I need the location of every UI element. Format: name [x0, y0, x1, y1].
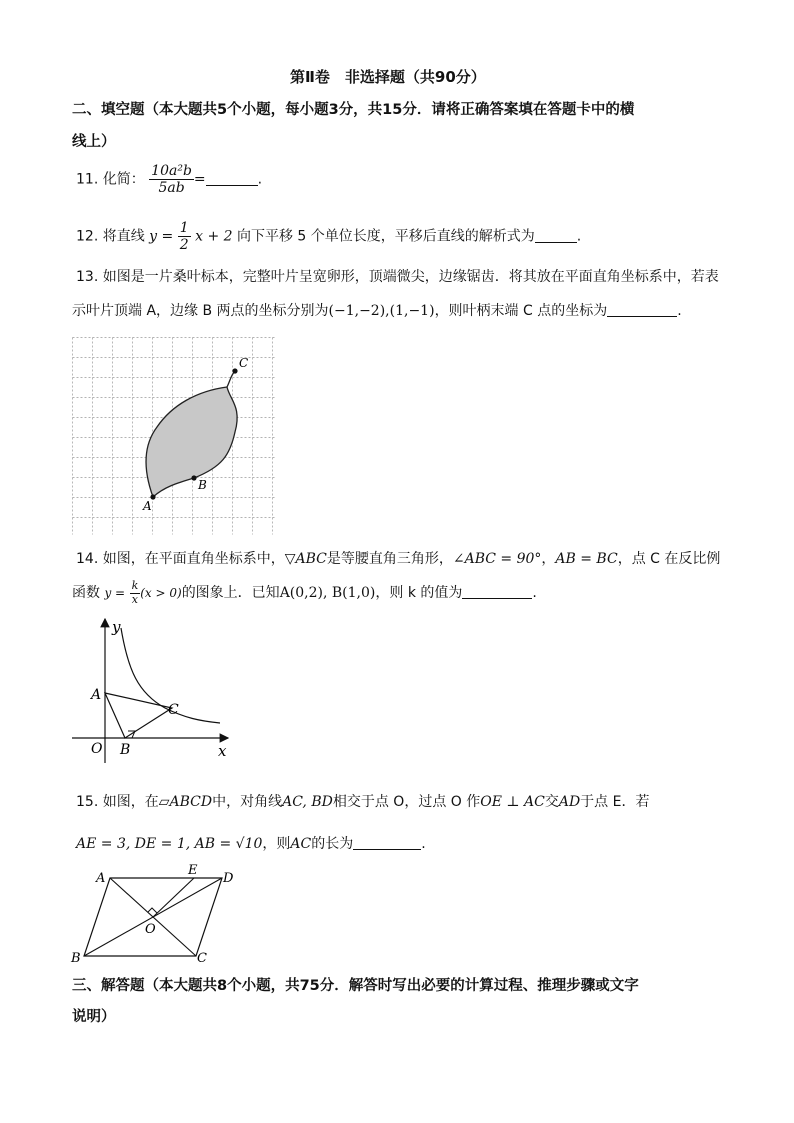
part-title: 第Ⅱ卷 非选择题（共90分）: [290, 68, 486, 86]
question-number: 14.: [76, 551, 99, 567]
leaf-shape: [146, 387, 237, 497]
label-a: A: [91, 687, 102, 703]
question-15-line2: [76, 833, 426, 853]
parallelogram-figure: [68, 860, 248, 968]
section-3-header-line1: 三、解答题（本大题共8个小题，共75分．解答时写出必要的计算过程、推理步骤或文字: [72, 978, 639, 994]
ab-bc-expr: AB = BC: [555, 551, 618, 567]
question-text-pre: 将直线: [102, 228, 145, 245]
answer-blank[interactable]: [462, 584, 532, 599]
given-values: AE = 3, DE = 1, AB = √10: [76, 836, 263, 852]
triangle-abc: [105, 693, 172, 738]
question-14-line2: [72, 580, 537, 606]
point-b-dot: [191, 475, 196, 480]
question-text: 如图，在: [102, 794, 159, 810]
question-text: 的长为: [311, 836, 354, 852]
section-3-header-line2: 说明）: [72, 1009, 116, 1025]
separator: ，: [541, 551, 556, 567]
perpendicular-expr: OE ⊥ AC: [480, 794, 545, 810]
period: .: [576, 228, 582, 245]
math-x-part: x + 2: [195, 228, 233, 245]
question-13-line2: [72, 300, 682, 320]
label-a: A: [143, 499, 152, 513]
fraction-denominator: 5ab: [158, 180, 185, 197]
label-c: C: [168, 702, 179, 718]
question-text: 的图象上．已知: [181, 585, 280, 602]
right-angle-mark: [148, 908, 157, 913]
question-13-line1: [76, 266, 719, 286]
question-15-line1: [76, 791, 649, 811]
math-y-eq: y =: [149, 228, 174, 245]
label-b: B: [71, 951, 81, 966]
answer-blank[interactable]: [607, 302, 677, 317]
angle-expr: ∠ABC = 90°: [452, 551, 542, 567]
label-x: x: [218, 742, 227, 760]
given-points: A(0,2), B(1,0): [279, 585, 376, 602]
question-text: ，则 k 的值为: [375, 585, 463, 602]
triangle-symbol: ▽ABC: [284, 551, 327, 567]
leaf-grid-figure: [72, 337, 276, 535]
hyperbola-triangle-figure: [70, 615, 235, 765]
segment-ad: AD: [558, 794, 581, 810]
coordinates: (−1,−2),(1,−1): [328, 303, 435, 319]
period: .: [421, 836, 426, 852]
question-text: ，则: [262, 836, 291, 852]
domain-condition: (x > 0): [140, 586, 182, 601]
label-c: C: [239, 356, 249, 370]
fraction: [178, 220, 191, 253]
period: .: [257, 171, 263, 188]
fraction: [130, 580, 141, 606]
parallelogram-symbol: ▱ABCD: [158, 794, 213, 810]
label-b: B: [120, 742, 131, 758]
section-2-header-line1: 二、填空题（本大题共5个小题，每小题3分，共15分．请将正确答案填在答题卡中的横: [72, 102, 635, 118]
question-text: 如图是一片桑叶标本，完整叶片呈宽卵形，顶端微尖，边缘锯齿．将其放在平面直角坐标系中，若表: [102, 269, 719, 285]
label-a: A: [96, 871, 106, 886]
fraction-numerator: 1: [179, 220, 189, 236]
fraction-numerator: 10a²b: [151, 163, 192, 179]
question-text: 于点 E．若: [580, 794, 650, 810]
label-o: O: [91, 741, 103, 757]
question-number: 13.: [76, 269, 99, 285]
question-text: ，则叶柄末端 C 点的坐标为: [434, 303, 608, 319]
leaf-stem: [227, 371, 235, 387]
label-e: E: [188, 863, 198, 878]
fraction: [149, 163, 194, 196]
question-text: 示叶片顶端 A，边缘 B 两点的坐标分别为: [72, 303, 329, 319]
fraction-denominator: 2: [179, 237, 189, 254]
answer-blank[interactable]: [206, 171, 258, 186]
question-text: 如图，在平面直角坐标系中，: [102, 551, 285, 567]
question-text: ，点 C 在反比例: [617, 551, 721, 567]
fraction-numerator: k: [131, 579, 139, 592]
answer-blank[interactable]: [353, 835, 421, 850]
diagonals: AC, BD: [282, 794, 333, 810]
label-y: y: [112, 618, 121, 636]
question-text: 函数: [72, 585, 100, 602]
question-number: 12.: [76, 228, 99, 245]
fraction-denominator: x: [131, 592, 138, 606]
question-text: 是等腰直角三角形，: [326, 551, 453, 567]
question-text: 交: [544, 794, 559, 810]
question-text: 中，对角线: [212, 794, 283, 810]
question-number: 15.: [76, 794, 99, 810]
section-2-header-line2: 线上）: [72, 134, 116, 150]
label-b: B: [198, 478, 207, 492]
answer-blank[interactable]: [535, 228, 577, 243]
question-text: 化简：: [102, 171, 145, 188]
segment-ac: AC: [290, 836, 312, 852]
question-14-line1: [76, 548, 720, 568]
period: .: [677, 303, 682, 319]
math-y-eq: y =: [104, 586, 126, 601]
question-12: [76, 220, 581, 253]
question-text: 相交于点 O，过点 O 作: [332, 794, 481, 810]
question-text-post: 向下平移 5 个单位长度，平移后直线的解析式为: [236, 228, 535, 245]
equals-sign: =: [193, 171, 206, 188]
label-o: O: [145, 922, 156, 937]
label-d: D: [223, 871, 234, 886]
label-c: C: [197, 951, 207, 966]
question-11: [76, 163, 262, 196]
point-c-dot: [232, 368, 237, 373]
question-number: 11.: [76, 171, 99, 188]
period: .: [532, 585, 537, 602]
